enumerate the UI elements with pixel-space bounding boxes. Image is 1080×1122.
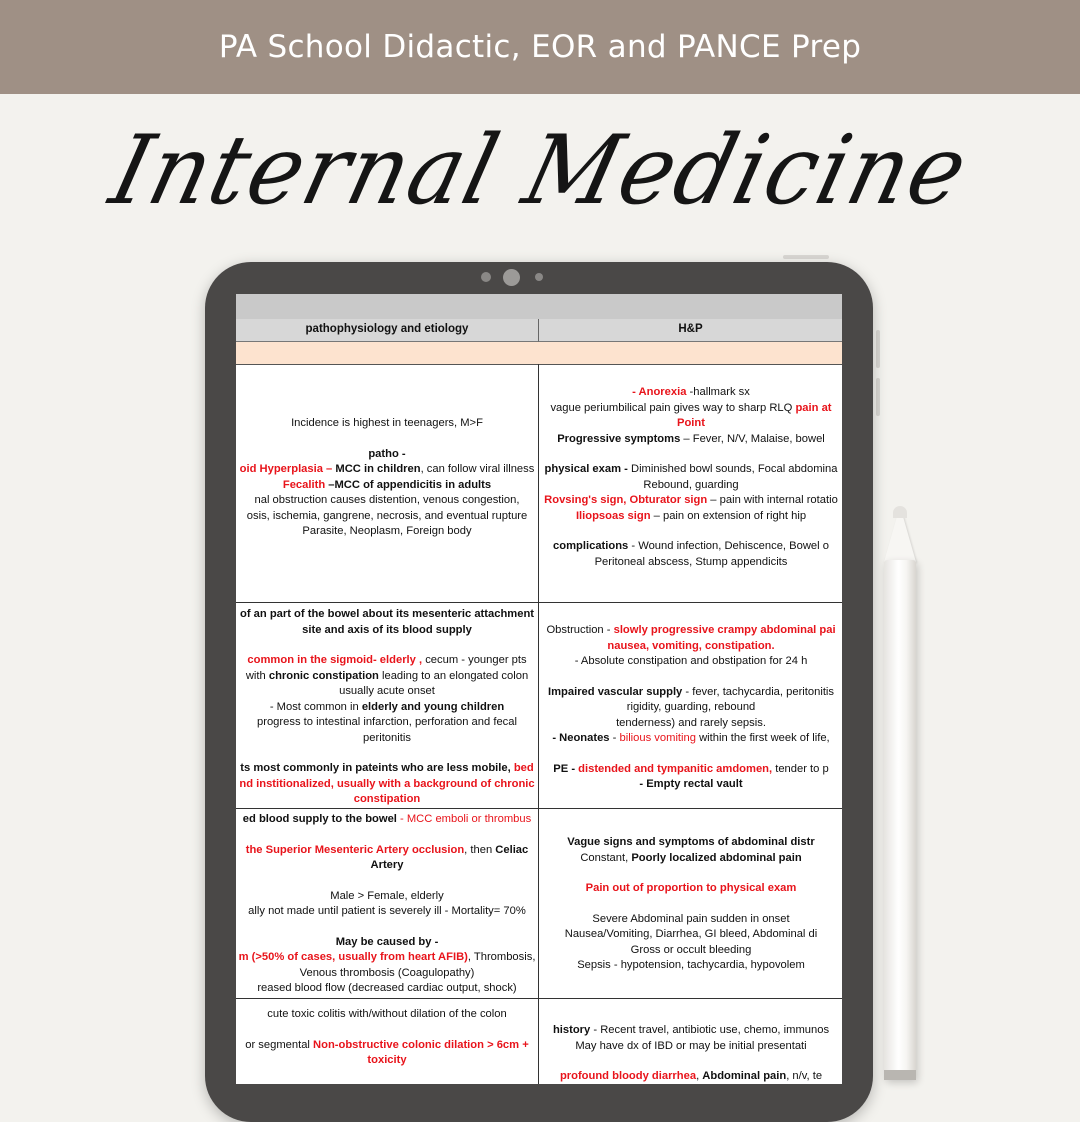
cell-text: rigidity, guarding, rebound (626, 701, 756, 713)
cell-text: - fever, tachycardia, peritonitis (682, 685, 835, 698)
cell-text: common in the sigmoid- elderly , (247, 654, 423, 666)
cell-text: progress to intestinal infarction, perforation and fecal (257, 716, 517, 728)
cell-text: Diminished bowl sounds, Focal abdomina (627, 463, 838, 475)
cell-text: leading to an elongated colon (378, 669, 529, 682)
cell-text: Sepsis - hypotension, tachycardia, hypovolem (577, 959, 805, 971)
cell-text: - Anorexia (632, 386, 687, 398)
cell-text: - Neonates (552, 732, 610, 744)
hero-title: Internal Medicine (100, 114, 980, 227)
tablet-screen (236, 294, 842, 1084)
table-cell-appendicitis-hp (540, 385, 842, 570)
cell-text: May have dx of IBD or may be initial presentati (575, 1039, 807, 1052)
cell-text: , (696, 1070, 703, 1082)
cell-text: – Fever, N/V, Malaise, bowel (680, 432, 825, 445)
cell-text: physical exam - (544, 463, 628, 475)
tablet-volume-up-button (876, 330, 880, 368)
top-banner (0, 0, 1080, 94)
screen-topbar (236, 294, 842, 319)
cell-text: pain at (795, 401, 832, 414)
cell-text: MCC in children (332, 463, 421, 475)
cell-text: within the first week of life, (695, 732, 830, 744)
cell-text: patho - (368, 447, 406, 460)
cell-text: Parasite, Neoplasm, Foreign body (302, 525, 472, 537)
cell-text: - Most common in (269, 700, 362, 713)
cell-text: Abdominal pain (702, 1070, 787, 1082)
cell-text: cute toxic colitis with/without dilation of the colon (267, 1008, 507, 1020)
cell-text: toxicity (367, 1054, 407, 1066)
tablet-volume-down-button (876, 378, 880, 416)
cell-text: Gross or occult bleeding (630, 943, 752, 956)
cell-text: bilious vomiting (619, 732, 696, 744)
cell-text: peritonitis (363, 731, 411, 744)
cell-text: Impaired vascular supply (547, 685, 683, 698)
cell-text: history (552, 1024, 591, 1036)
cell-text: tenderness) and rarely sepsis. (616, 716, 766, 729)
cell-text: - MCC emboli or thrombus (396, 813, 532, 825)
table-cell-megacolon-patho (236, 1007, 538, 1069)
row-divider (236, 602, 842, 603)
cell-text: ed blood supply to the bowel (242, 813, 397, 825)
cell-text: PE - (553, 762, 579, 775)
cell-text: Celiac (495, 843, 529, 856)
section-header-row (236, 342, 842, 365)
cell-text: the Superior Mesenteric Artery occlusion (245, 843, 465, 856)
cell-text: -hallmark sx (686, 386, 750, 398)
cell-text: , n/v, te (786, 1070, 823, 1082)
cell-text: Incidence is highest in teenagers, M>F (291, 417, 483, 429)
cell-text: reased blood flow (decreased cardiac output, shock) (257, 982, 517, 994)
table-cell-ischemia-hp (540, 835, 842, 974)
table-cell-appendicitis-patho (236, 416, 538, 540)
camera-icon (503, 269, 520, 286)
cell-text: Venous thrombosis (Coagulopathy) (299, 966, 475, 979)
cell-text: – pain on extension of right hip (650, 509, 807, 522)
cell-text: profound bloody diarrhea (559, 1070, 697, 1082)
banner-title: PA School Didactic, EOR and PANCE Prep (218, 29, 862, 65)
cell-text: - Absolute constipation and obstipation for 24 h (574, 655, 808, 667)
cell-text: Nausea/Vomiting, Diarrhea, GI bleed, Abdominal di (564, 928, 818, 940)
cell-text: Rebound, guarding (643, 478, 739, 491)
cell-text: site and axis of its blood supply (302, 623, 472, 636)
cell-text: Point (677, 417, 705, 429)
table-cell-megacolon-hp (540, 1023, 842, 1084)
cell-text: Iliopsoas sign (575, 509, 651, 522)
cell-text: Progressive symptoms (557, 432, 681, 445)
sensor-icon (481, 272, 491, 282)
cell-text: , then (464, 843, 496, 856)
cell-text: tender to p (772, 762, 829, 775)
column-header-patho: pathophysiology and etiology (236, 319, 539, 342)
cell-text: of an part of the bowel about its mesenteric attachment (239, 608, 535, 620)
cell-text: - Wound infection, Dehiscence, Bowel o (628, 540, 829, 552)
cell-text: bed (513, 762, 534, 774)
cell-text: with (245, 669, 269, 682)
cell-text: –MCC of appendicitis in adults (325, 478, 492, 491)
cell-text: chronic constipation (268, 669, 379, 682)
cell-text: nal obstruction causes distention, venous congestion, (254, 494, 520, 506)
cell-text: m (>50% of cases, usually from heart AFIB) (238, 951, 468, 963)
cell-text: ts most commonly in pateints who are less mobile, (240, 762, 514, 774)
cell-text: Rovsing's sign, Obturator sign (544, 494, 708, 506)
cell-text: ally not made until patient is severely ill - Mortality= 70% (248, 905, 526, 917)
cell-text: - Recent travel, antibiotic use, chemo, immunos (590, 1024, 830, 1036)
column-header-hp: H&P (539, 319, 842, 342)
table-cell-ischemia-patho (236, 812, 538, 997)
row-divider (236, 808, 842, 809)
column-divider (538, 364, 539, 1084)
cell-text: May be caused by - (335, 935, 439, 948)
cell-text: Fecalith (282, 478, 326, 491)
cell-text: - Empty rectal vault (639, 778, 743, 790)
stylus-nib (893, 506, 907, 518)
cell-text: Poorly localized abdominal pain (631, 851, 802, 864)
cell-text: – pain with internal rotatio (707, 494, 838, 506)
cell-text: usually acute onset (339, 685, 435, 697)
cell-text: complications (553, 540, 629, 552)
row-divider (236, 998, 842, 999)
cell-text: Artery (370, 859, 404, 871)
cell-text: , Thrombosis, (467, 951, 536, 963)
cell-text: , can follow viral illness (420, 463, 535, 475)
cell-text: vague periumbilical pain gives way to sharp RLQ (550, 401, 796, 414)
cell-text: Peritoneal abscess, Stump appendicits (594, 555, 788, 568)
cell-text: Male > Female, elderly (330, 889, 444, 902)
cell-text: Obstruction - (546, 624, 614, 636)
cell-text: osis, ischemia, gangrene, necrosis, and eventual rupture (246, 509, 528, 522)
cell-text: Vague signs and symptoms of abdominal distr (567, 836, 815, 848)
cell-text: slowly progressive crampy abdominal pai (613, 624, 836, 636)
cell-text: Non-obstructive colonic dilation > 6cm + (313, 1038, 529, 1051)
table-cell-volvulus-hp (540, 623, 842, 793)
sensor-icon (535, 273, 543, 281)
stylus-pencil (884, 560, 916, 1080)
cell-text: elderly and young children (361, 700, 505, 713)
stylus-band (884, 1070, 916, 1080)
tablet-top-button (783, 255, 829, 259)
cell-text: Severe Abdominal pain sudden in onset (592, 912, 790, 925)
cell-text: oid Hyperplasia – (239, 463, 333, 475)
cell-text: - (609, 732, 620, 744)
cell-text: nausea, vomiting, constipation. (607, 639, 775, 652)
cell-text: nd institionalized, usually with a background of chronic (239, 777, 535, 790)
cell-text: or segmental (245, 1038, 314, 1051)
table-cell-volvulus-patho (236, 607, 538, 808)
cell-text: Pain out of proportion to physical exam (585, 882, 797, 894)
cell-text: cecum - younger pts (422, 654, 527, 666)
cell-text: distended and tympanitic amdomen, (578, 762, 773, 775)
cell-text: constipation (353, 793, 421, 805)
cell-text: Constant, (580, 851, 632, 864)
